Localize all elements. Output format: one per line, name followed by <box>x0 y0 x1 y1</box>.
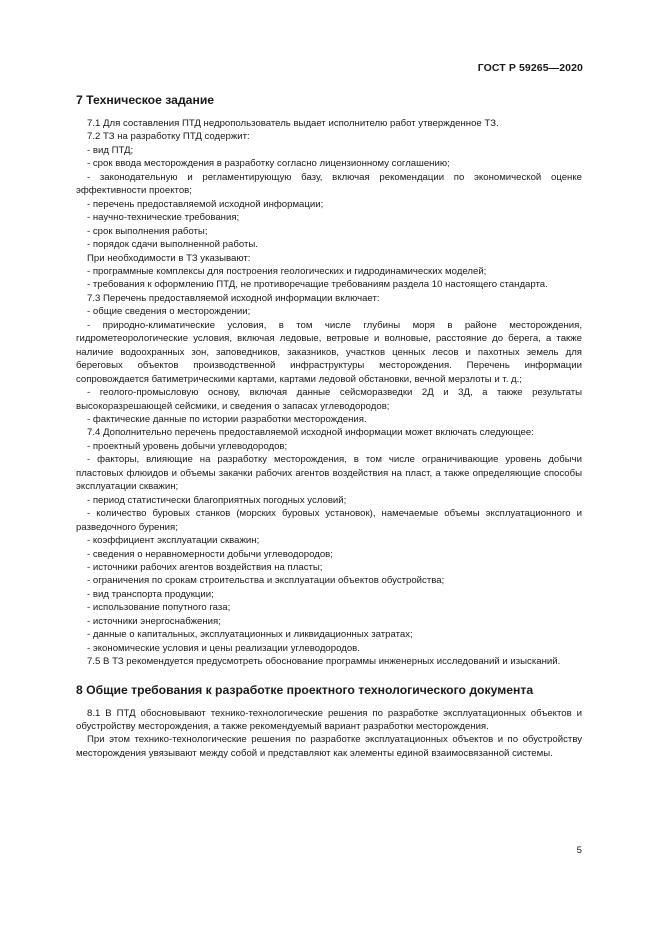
page-number: 5 <box>576 845 582 856</box>
paragraph: 7.2 ТЗ на разработку ПТД содержит: <box>87 131 250 143</box>
paragraph: - источники энергоснабжения; <box>87 615 221 627</box>
paragraph: - срок выполнения работы; <box>87 225 208 237</box>
section-7-body <box>76 117 582 669</box>
paragraph: - природно-климатические условия, в том числе глубины моря в районе месторождения, гидрометеорологические условия, включая ледовые, ветровые и волновые, расстояние до берега, а также наличие водоохранных зон, заповедников, заказников, участков ценных лесов и пахотных земель для береговых объектов производственной инфраструктуры месторождения. Перечень информации сопровождается батиметрическими картами, картами ледовой обстановки, вечной мерзлоты и т. д.; <box>76 319 582 385</box>
paragraph: - проектный уровень добычи углеводородов; <box>87 440 288 452</box>
paragraph: - законодательную и регламентирующую базу, включая рекомендации по экономической оценке эффективности проектов; <box>76 171 582 197</box>
paragraph: - фактические данные по истории разработки месторождения. <box>87 413 367 425</box>
paragraph: - экономические условия и цены реализации углеводородов. <box>87 642 360 654</box>
paragraph: - геолого-промысловую основу, включая данные сейсморазведки 2Д и 3Д, а также результаты высокоразрешающей сейсмики, и сведения о запасах углеводородов; <box>76 387 582 412</box>
paragraph: 7.4 Дополнительно перечень предоставляемой исходной информации может включать следующее: <box>87 427 534 439</box>
paragraph: - количество буровых станков (морских буровых установок), намечаемые объемы эксплуатационного и разведочного бурения; <box>76 508 582 533</box>
paragraph: - порядок сдачи выполненной работы. <box>87 239 258 251</box>
paragraph: 7.5 В ТЗ рекомендуется предусмотреть обоснование программы инженерных исследований и изысканий. <box>87 656 561 668</box>
paragraph: - требования к оформлению ПТД, не противоречащие требованиям раздела 10 настоящего стандарта. <box>87 279 548 291</box>
paragraph: - источники рабочих агентов воздействия на пласты; <box>87 561 323 573</box>
paragraph: - общие сведения о месторождении; <box>87 306 251 318</box>
paragraph: - факторы, влияющие на разработку месторождения, в том числе ограничивающие уровень добычи пластовых флюидов и объемы закачки рабочих агентов воздействия на пласт, а также определяющие способы эксплуатации скважин; <box>76 454 582 493</box>
paragraph: 7.1 Для составления ПТД недропользователь выдает исполнителю работ утвержденное ТЗ. <box>87 118 499 129</box>
paragraph: 7.3 Перечень предоставляемой исходной информации включает: <box>87 292 380 304</box>
section-8-body <box>76 707 582 761</box>
document-code: ГОСТ Р 59265—2020 <box>477 62 583 74</box>
paragraph: - данные о капитальных, эксплуатационных и ликвидационных затратах; <box>87 629 413 641</box>
paragraph: При этом технико-технологические решения по разработке эксплуатационных объектов и по обустройству месторождения увязывают между собой и представляют как элементы единой взаимосвязанной системы. <box>76 734 582 759</box>
paragraph: - программные комплексы для построения геологических и гидродинамических моделей; <box>87 265 487 277</box>
paragraph: 8.1 В ПТД обосновывают технико-технологические решения по разработке эксплуатационных объектов и обустройству месторождения, а также рекомендуемый вариант разработки месторождения. <box>76 707 582 733</box>
paragraph: - вид транспорта продукции; <box>87 588 214 600</box>
paragraph: При необходимости в ТЗ указывают: <box>87 252 251 264</box>
paragraph: - период статистически благоприятных погодных условий; <box>87 494 347 506</box>
paragraph: - сведения о неравномерности добычи углеводородов; <box>87 548 333 560</box>
page-content <box>76 92 582 760</box>
paragraph: - научно-технические требования; <box>87 212 240 224</box>
paragraph: - срок ввода месторождения в разработку согласно лицензионному соглашению; <box>87 158 450 170</box>
paragraph: - ограничения по срокам строительства и эксплуатации объектов обустройства; <box>87 575 445 587</box>
paragraph: - коэффициент эксплуатации скважин; <box>87 535 260 547</box>
paragraph: - использование попутного газа; <box>87 602 231 614</box>
section-8-heading: 8 Общие требования к разработке проектного технологического документа <box>76 682 534 697</box>
paragraph: - вид ПТД; <box>87 144 134 156</box>
paragraph: - перечень предоставляемой исходной информации; <box>87 198 324 210</box>
section-7-heading: 7 Техническое задание <box>76 93 215 107</box>
